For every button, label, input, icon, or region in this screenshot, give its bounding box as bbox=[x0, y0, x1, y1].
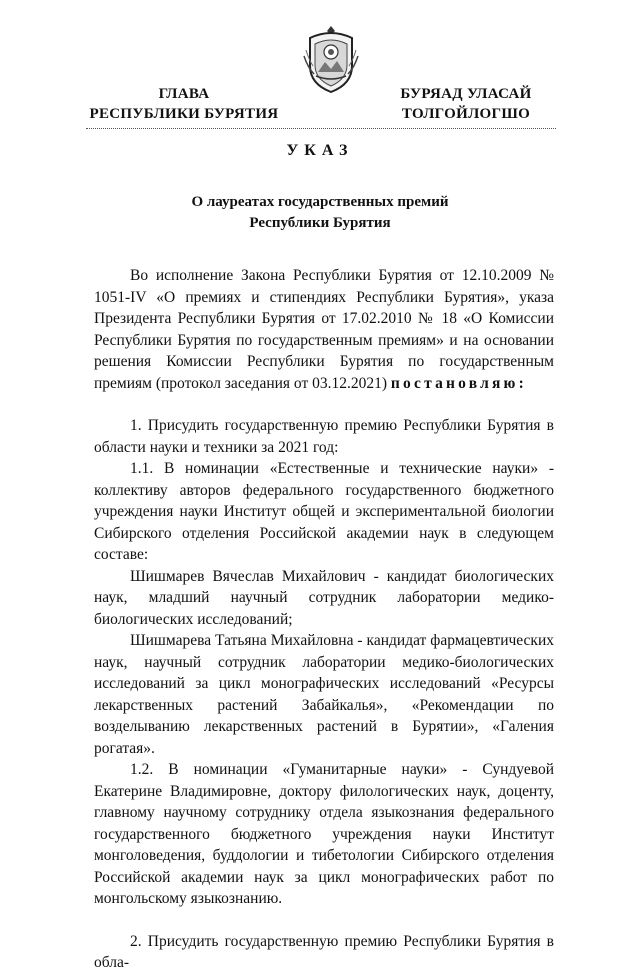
paragraph-1-1: 1.1. В номинации «Естественные и технические науки» - коллективу авторов федерального государственного бюджетного учреждения науки Институт общей и экспериментальной биологии Сибирского отделения Российской академии наук в следующем составе: bbox=[94, 460, 554, 563]
issuer-title-russian bbox=[86, 84, 282, 124]
decree-verb: постановляю: bbox=[390, 374, 527, 392]
document-subject bbox=[0, 192, 640, 234]
paragraph-laureate-1: Шишмарев Вячеслав Михайлович - кандидат биологических наук, младший научный сотрудник лаборатории медико-биологических исследований; bbox=[94, 567, 554, 628]
coat-of-arms-emblem-icon bbox=[300, 22, 362, 96]
document-body bbox=[94, 265, 554, 974]
issuer-title-buryat-line1: БУРЯАД УЛАСАЙ bbox=[400, 86, 532, 102]
header-divider bbox=[86, 128, 556, 129]
paragraph-1: 1. Присудить государственную премию Республики Бурятия в области науки и техники за 2021 год: bbox=[94, 417, 554, 456]
document-subject-line1: О лауреатах государственных премий bbox=[191, 194, 449, 210]
issuer-title-russian-line2: РЕСПУБЛИКИ БУРЯТИЯ bbox=[89, 106, 279, 122]
document-type: УКАЗ bbox=[286, 142, 354, 159]
preamble-text: Во исполнение Закона Республики Бурятия от 12.10.2009 № 1051-IV «О премиях и стипендиях Республики Бурятия», указа Президента Республики Бурятия от 17.02.2010 № 18 «О Комиссии Республики Бурятия по государственным премиям» и на основании решения Комиссии Республики Бурятия по государственным премиям (протокол заседания от 03.12.2021) bbox=[94, 267, 554, 392]
paragraph-1-2: 1.2. В номинации «Гуманитарные науки» - Сундуевой Екатерине Владимировне, доктору филологических наук, доценту, главному научному сотруднику отдела языкознания федерального государственного бюджетного учреждения науки Институт монголоведения, буддологии и тибетологии Сибирского отделения Российской академии наук за цикл монографических работ по монгольскому языкознанию. bbox=[94, 761, 554, 907]
paragraph-laureate-2: Шишмарева Татьяна Михайловна - кандидат фармацевтических наук, научный сотрудник лаборатории медико-биологических исследований за цикл монографических исследований «Ресурсы лекарственных растений Забайкалья», «Рекомендации по возделыванию лекарственных растений в Бурятии», «Галения рогатая». bbox=[94, 632, 554, 757]
preamble-paragraph bbox=[94, 265, 554, 394]
issuer-title-buryat-line2: ТОЛГОЙЛОГШО bbox=[401, 106, 531, 122]
issuer-title-russian-line1: ГЛАВА bbox=[158, 86, 210, 102]
document-subject-line2: Республики Бурятия bbox=[249, 215, 391, 231]
issuer-title-buryat bbox=[380, 84, 552, 124]
paragraph-2: 2. Присудить государственную премию Республики Бурятия в обла- bbox=[94, 932, 554, 971]
